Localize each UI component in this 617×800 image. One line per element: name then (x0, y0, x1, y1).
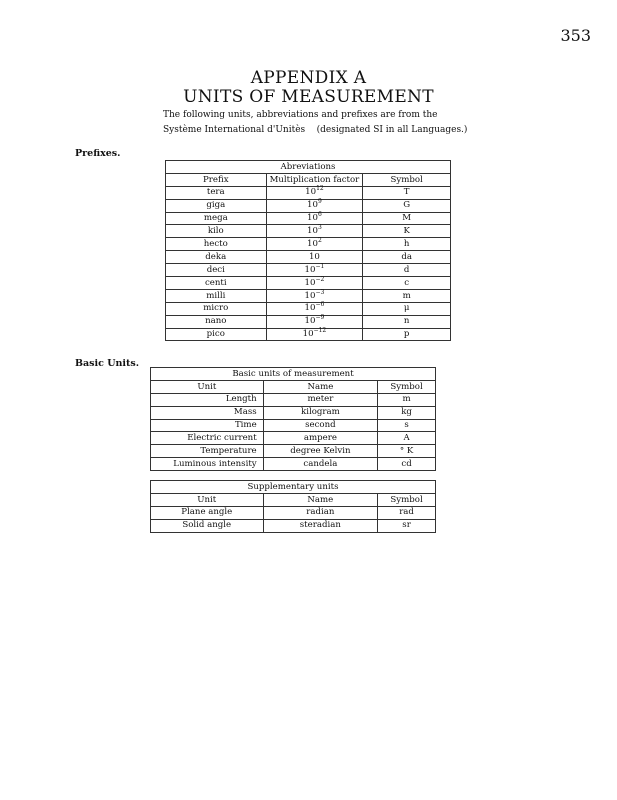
prefixes-label: Prefixes. (75, 148, 121, 159)
unit-cell: Luminous intensity (151, 458, 264, 471)
column-header: Symbol (378, 493, 436, 506)
symbol-cell: c (363, 277, 451, 290)
symbol-cell: ° K (378, 445, 436, 458)
prefix-cell: deci (166, 264, 267, 277)
table-row (166, 328, 451, 341)
prefix-cell: mega (166, 212, 267, 225)
factor-base: 10 (304, 316, 316, 327)
supplementary-units-caption: Supplementary units (151, 481, 436, 494)
appendix-subtitle: UNITS OF MEASUREMENT (183, 87, 434, 107)
factor-base: 10 (307, 200, 318, 211)
table-row (151, 432, 436, 445)
factor-cell (266, 302, 363, 315)
table-row (166, 225, 451, 238)
name-cell: steradian (263, 519, 378, 532)
factor-exponent: −12 (313, 327, 327, 335)
table-row (151, 458, 436, 471)
factor-exponent: 6 (317, 211, 322, 219)
factor-cell (266, 199, 363, 212)
factor-base: 10 (304, 277, 316, 288)
factor-base: 10 (305, 187, 317, 198)
symbol-cell: K (363, 225, 451, 238)
symbol-cell: μ (363, 302, 451, 315)
symbol-cell: T (363, 186, 451, 199)
prefix-cell: pico (166, 328, 267, 341)
factor-cell (266, 238, 363, 251)
table-row (166, 302, 451, 315)
appendix-title: APPENDIX A (250, 68, 367, 88)
symbol-cell: cd (378, 458, 436, 471)
prefixes-table (165, 160, 451, 341)
symbol-cell: A (378, 432, 436, 445)
column-header: Symbol (363, 173, 451, 186)
symbol-cell: sr (378, 519, 436, 532)
table-header-row (151, 380, 436, 393)
factor-exponent: −1 (315, 262, 325, 270)
factor-exponent: −3 (315, 288, 325, 296)
table-row (166, 289, 451, 302)
factor-cell (266, 225, 363, 238)
factor-exponent: 3 (317, 224, 322, 232)
column-header: Unit (151, 380, 264, 393)
unit-cell: Solid angle (151, 519, 264, 532)
table-row (166, 186, 451, 199)
prefix-cell: giga (166, 199, 267, 212)
symbol-cell: n (363, 315, 451, 328)
unit-cell: Temperature (151, 445, 264, 458)
prefix-cell: milli (166, 289, 267, 302)
symbol-cell: m (363, 289, 451, 302)
page-number: 353 (560, 26, 591, 45)
name-cell: radian (263, 506, 378, 519)
factor-exponent: −9 (315, 314, 325, 322)
unit-cell: Length (151, 393, 264, 406)
prefix-cell: micro (166, 302, 267, 315)
table-row (166, 315, 451, 328)
table-header-row (166, 173, 451, 186)
unit-cell: Electric current (151, 432, 264, 445)
factor-cell (266, 264, 363, 277)
column-header: Symbol (378, 380, 436, 393)
name-cell: second (263, 419, 377, 432)
name-cell: kilogram (263, 406, 377, 419)
prefix-cell: hecto (166, 238, 267, 251)
factor-cell (266, 186, 363, 199)
symbol-cell: d (363, 264, 451, 277)
unit-cell: Time (151, 419, 264, 432)
table-row (166, 251, 451, 264)
factor-base: 10 (302, 329, 314, 340)
table-caption-row (151, 368, 436, 381)
factor-cell (266, 289, 363, 302)
name-cell: ampere (263, 432, 377, 445)
symbol-cell: da (363, 251, 451, 264)
factor-base: 10 (304, 290, 316, 301)
prefix-cell: deka (166, 251, 267, 264)
unit-cell: Plane angle (151, 506, 264, 519)
column-header: Multiplication factor (266, 173, 363, 186)
table-header-row (151, 493, 436, 506)
factor-base: 10 (304, 303, 316, 314)
symbol-cell: m (378, 393, 436, 406)
factor-cell (266, 251, 363, 264)
factor-base: 10 (308, 251, 320, 262)
column-header: Prefix (166, 173, 267, 186)
column-header: Name (263, 380, 377, 393)
factor-base: 10 (307, 226, 318, 237)
table-row (151, 506, 436, 519)
table-row (151, 419, 436, 432)
prefixes-caption: Abreviations (166, 161, 451, 174)
basic-units-table (150, 367, 436, 471)
factor-exponent: −6 (315, 301, 325, 309)
factor-cell (266, 315, 363, 328)
symbol-cell: p (363, 328, 451, 341)
column-header: Unit (151, 493, 264, 506)
symbol-cell: rad (378, 506, 436, 519)
table-row (166, 199, 451, 212)
factor-exponent: 9 (317, 198, 322, 206)
column-header: Name (263, 493, 378, 506)
prefix-cell: centi (166, 277, 267, 290)
prefix-cell: kilo (166, 225, 267, 238)
intro-line-1: The following units, abbreviations and prefixes are from the (163, 110, 438, 120)
name-cell: candela (263, 458, 377, 471)
symbol-cell: G (363, 199, 451, 212)
factor-cell (266, 277, 363, 290)
name-cell: meter (263, 393, 377, 406)
factor-exponent: 2 (317, 236, 322, 244)
table-caption-row (151, 481, 436, 494)
prefix-cell: nano (166, 315, 267, 328)
table-row (151, 406, 436, 419)
table-row (166, 238, 451, 251)
factor-cell (266, 212, 363, 225)
table-row (166, 212, 451, 225)
factor-base: 10 (307, 213, 318, 224)
symbol-cell: s (378, 419, 436, 432)
table-row (166, 264, 451, 277)
table-caption-row (166, 161, 451, 174)
factor-exponent: 12 (316, 185, 324, 193)
basic-units-label: Basic Units. (75, 358, 140, 369)
factor-exponent: −2 (315, 275, 325, 283)
table-row (151, 519, 436, 532)
table-row (166, 277, 451, 290)
table-row (151, 393, 436, 406)
symbol-cell: kg (378, 406, 436, 419)
prefix-cell: tera (166, 186, 267, 199)
factor-base: 10 (307, 238, 318, 249)
symbol-cell: h (363, 238, 451, 251)
symbol-cell: M (363, 212, 451, 225)
name-cell: degree Kelvin (263, 445, 377, 458)
table-row (151, 445, 436, 458)
factor-cell (266, 328, 363, 341)
factor-base: 10 (304, 264, 316, 275)
intro-line-2: Système International d'Unitès (designated SI in all Languages.) (163, 125, 468, 135)
basic-units-caption: Basic units of measurement (151, 368, 436, 381)
supplementary-units-table (150, 480, 436, 533)
unit-cell: Mass (151, 406, 264, 419)
